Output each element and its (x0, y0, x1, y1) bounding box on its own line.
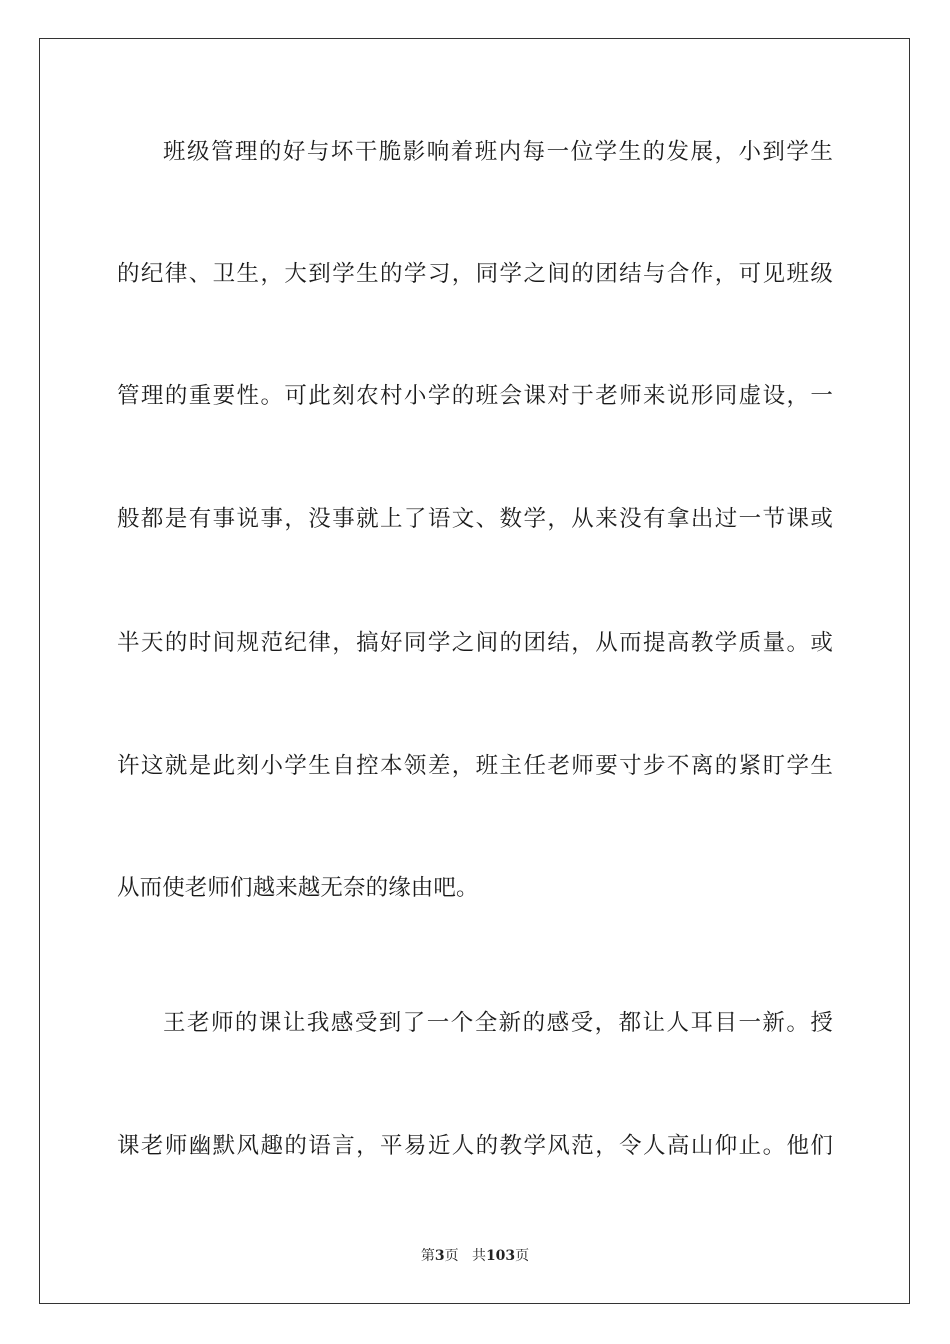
paragraph-1-line-6: 许这就是此刻小学生自控本领差，班主任老师要寸步不离的紧盯学生 (117, 753, 833, 779)
paragraph-1-line-7: 从而使老师们越来越无奈的缘由吧。 (117, 875, 479, 901)
page-footer (0, 1247, 950, 1265)
total-suffix: 页 (515, 1248, 530, 1264)
paragraph-1-line-1: 班级管理的好与坏干脆影响着班内每一位学生的发展，小到学生 (163, 139, 833, 165)
page-suffix: 页 (444, 1248, 459, 1264)
paragraph-2-line-1: 王老师的课让我感受到了一个全新的感受，都让人耳目一新。授 (163, 1010, 833, 1036)
paragraph-1-line-5: 半天的时间规范纪律，搞好同学之间的团结，从而提高教学质量。或 (117, 630, 833, 656)
paragraph-1-line-3: 管理的重要性。可此刻农村小学的班会课对于老师来说形同虚设，一 (117, 383, 833, 409)
total-prefix: 共 (471, 1248, 486, 1264)
paragraph-1-line-2: 的纪律、卫生，大到学生的学习，同学之间的团结与合作，可见班级 (117, 261, 833, 287)
total-pages: 103 (485, 1248, 516, 1264)
page-number: 3 (434, 1248, 445, 1264)
paragraph-1-line-4: 般都是有事说事，没事就上了语文、数学，从来没有拿出过一节课或 (117, 506, 833, 532)
paragraph-2-line-2: 课老师幽默风趣的语言，平易近人的教学风范，令人高山仰止。他们 (117, 1133, 833, 1159)
page-prefix: 第 (420, 1248, 435, 1264)
page-border (39, 38, 910, 1304)
